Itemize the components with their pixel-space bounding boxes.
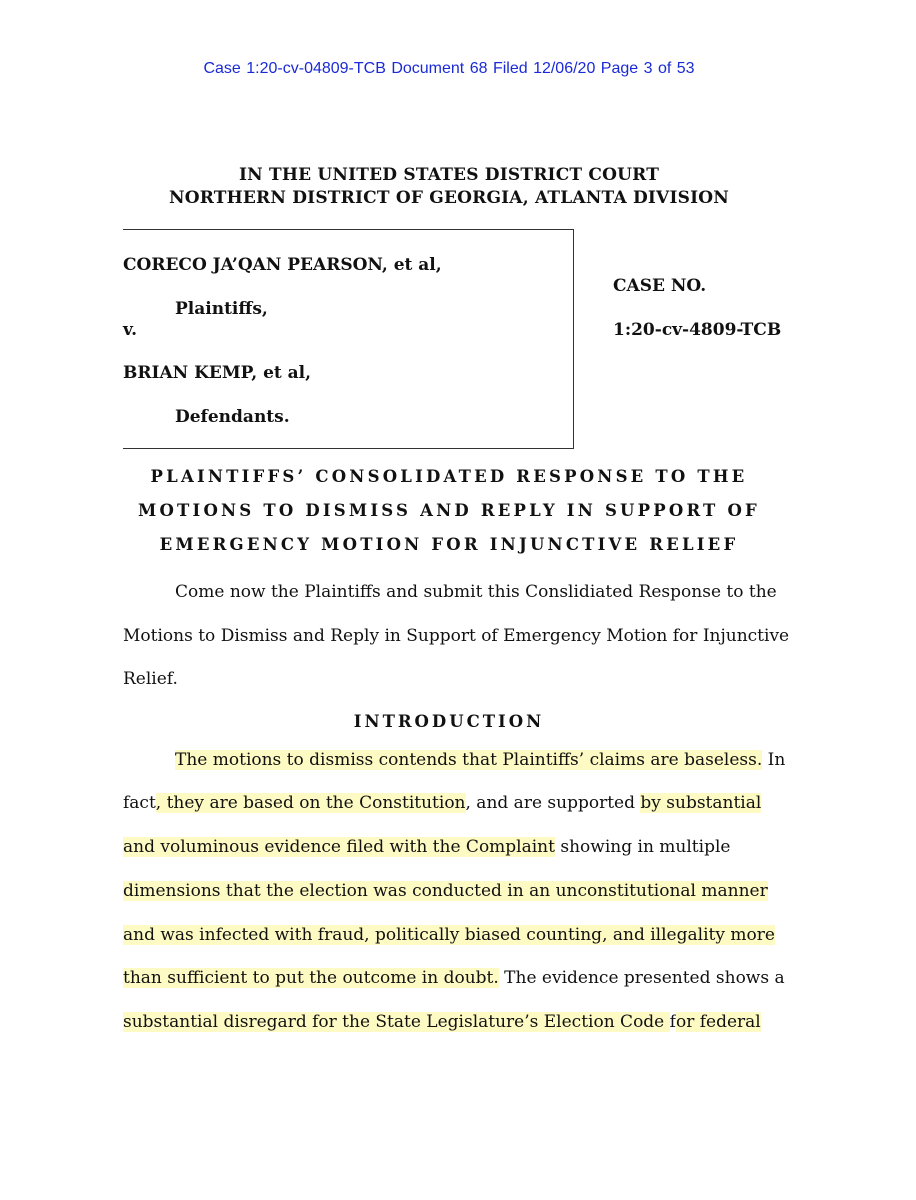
plaintiff-role: Plaintiffs, [175, 299, 268, 319]
highlight: than sufficient to put the outcome in doubt. [123, 968, 499, 988]
highlight: and was infected with fraud, politically biased counting, and illegality more [123, 925, 775, 945]
text: fact [123, 793, 156, 813]
text: The evidence presented shows a [498, 968, 785, 988]
case-number-label: CASE NO. [613, 276, 707, 296]
defendant-role: Defendants. [175, 407, 290, 427]
document-title-line-3: EMERGENCY MOTION FOR INJUNCTIVE RELIEF [159, 535, 739, 554]
highlight: or federal [675, 1012, 761, 1032]
highlight: substantial disregard for the State Legislature’s Election Code [123, 1012, 670, 1032]
text: showing in multiple [554, 837, 731, 857]
intro-paragraph-line-2: Motions to Dismiss and Reply in Support of Emergency Motion for Injunctive [123, 626, 790, 646]
highlight: by substantial [640, 793, 762, 813]
highlight: The motions to dismiss contends that Plaintiffs’ claims are baseless. [175, 750, 763, 770]
court-name-line-1: IN THE UNITED STATES DISTRICT COURT [238, 165, 660, 185]
defendant-name: BRIAN KEMP, et al, [123, 363, 312, 383]
intro-paragraph-line-3: Relief. [123, 669, 178, 689]
highlight: dimensions that the election was conducted in an unconstitutional manner [123, 881, 768, 901]
plaintiff-name: CORECO JA’QAN PEARSON, et al, [123, 255, 442, 275]
versus-label: v. [123, 320, 138, 340]
body-line-7 [123, 1012, 761, 1032]
text: f [669, 1012, 676, 1032]
document-title-line-1: PLAINTIFFS’ CONSOLIDATED RESPONSE TO THE [150, 467, 748, 486]
body-line-5 [123, 925, 775, 945]
text: , and are supported [465, 793, 641, 813]
body-line-1 [175, 750, 785, 770]
text: In [762, 750, 786, 770]
intro-paragraph-line-1: Come now the Plaintiffs and submit this Conslidiated Response to the [175, 582, 777, 602]
court-name-line-2: NORTHERN DISTRICT OF GEORGIA, ATLANTA DIVISION [169, 188, 729, 208]
body-line-2 [123, 793, 761, 813]
highlight: , they are based on the Constitution [155, 793, 466, 813]
body-line-4 [123, 881, 768, 901]
body-line-6 [123, 968, 785, 988]
case-number: 1:20-cv-4809-TCB [613, 320, 782, 340]
section-heading: INTRODUCTION [353, 712, 545, 731]
case-header-stamp: Case 1:20-cv-04809-TCB Document 68 Filed 12/06/20 Page 3 of 53 [203, 60, 695, 77]
document-title-line-2: MOTIONS TO DISMISS AND REPLY IN SUPPORT OF [138, 501, 760, 520]
body-line-3 [123, 837, 730, 857]
highlight: and voluminous evidence filed with the Complaint [123, 837, 555, 857]
